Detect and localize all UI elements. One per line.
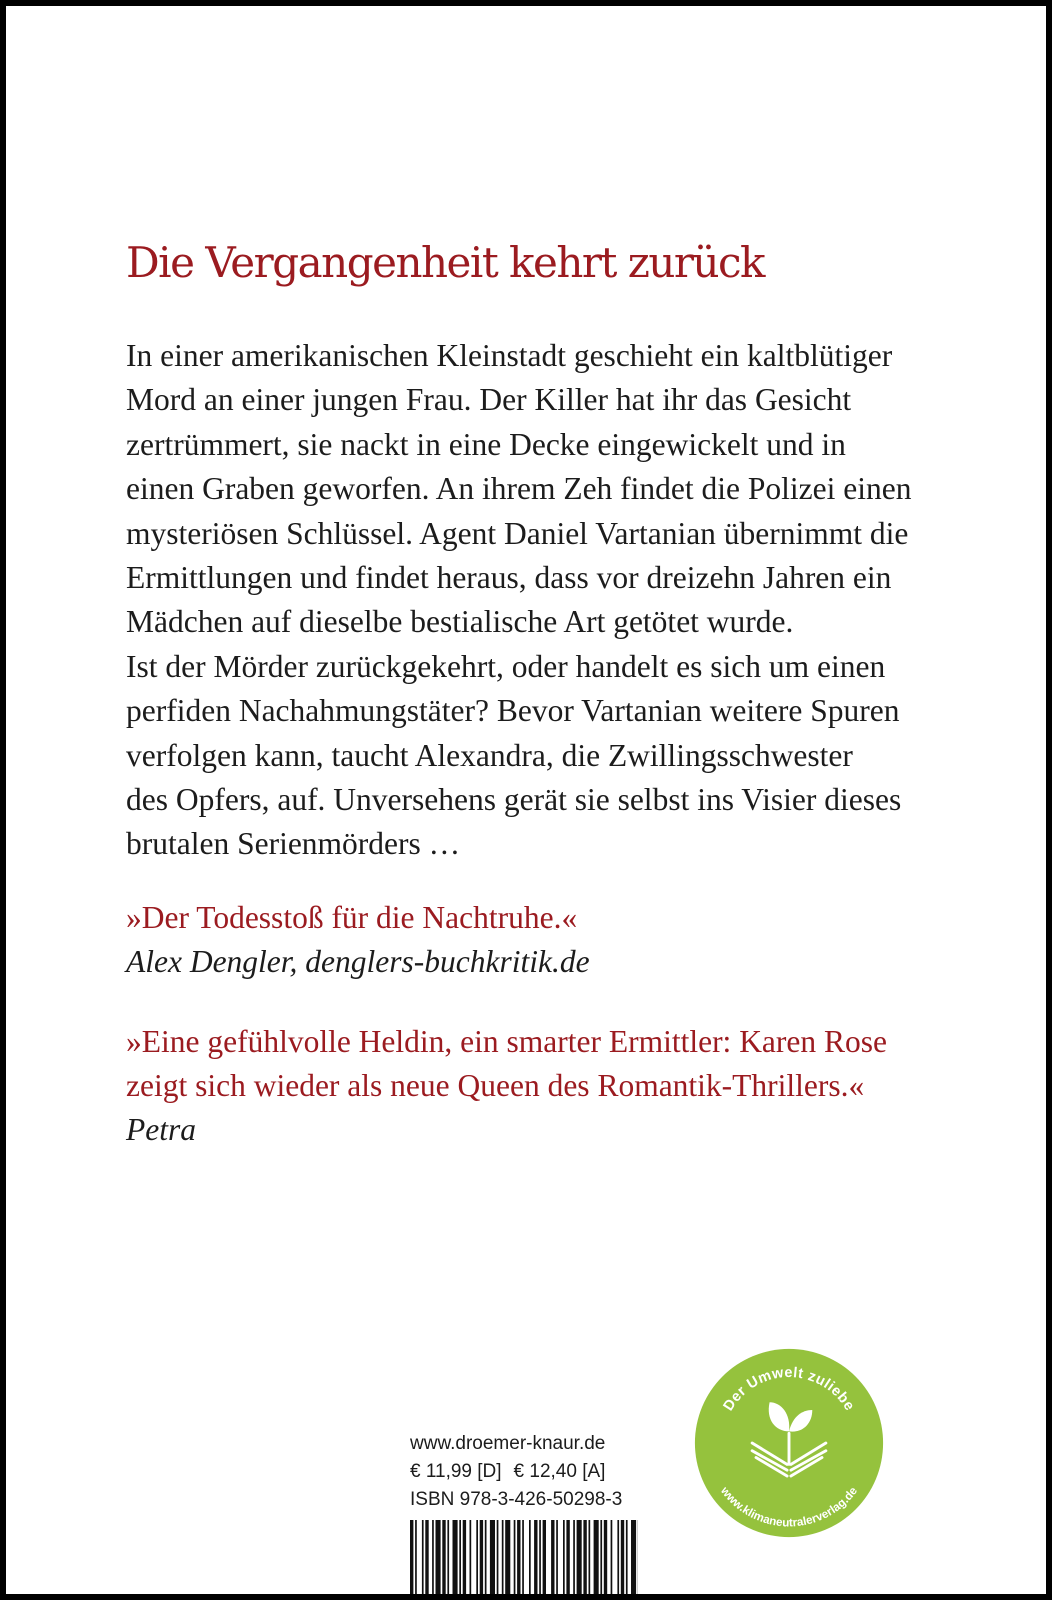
barcode-bar — [556, 1520, 558, 1600]
barcode-bar — [442, 1520, 445, 1600]
barcode-bar — [589, 1520, 591, 1600]
blurb — [126, 334, 911, 867]
barcode-bar — [566, 1520, 569, 1600]
barcode-bar — [470, 1520, 472, 1600]
barcode-bar — [497, 1520, 499, 1600]
blurb-line: Mädchen auf dieselbe bestialische Art getötet wurde. — [126, 604, 794, 640]
barcode-bar — [415, 1520, 417, 1600]
headline: Die Vergangenheit kehrt zurück — [126, 238, 764, 287]
publisher-info — [410, 1430, 640, 1514]
badge-bottom-text: www.klimaneutralerverlag.de — [717, 1484, 860, 1530]
quote-source: Alex Dengler, denglers-buchkritik.de — [126, 944, 590, 979]
badge-top-text: Der Umwelt zuliebe — [720, 1365, 858, 1414]
barcode-bar — [485, 1520, 487, 1600]
barcode-bar — [490, 1520, 495, 1600]
barcode-bar — [626, 1520, 628, 1600]
barcode-bar — [534, 1520, 537, 1600]
barcode-bar — [583, 1520, 586, 1600]
isbn: ISBN 978-3-426-50298-3 — [410, 1489, 623, 1510]
blurb-line: zertrümmert, sie nackt in eine Decke eingewickelt und in — [126, 426, 846, 462]
blurb-line: einen Graben geworfen. An ihrem Zeh findet die Polizei einen — [126, 471, 912, 507]
barcode-bar — [563, 1520, 565, 1600]
barcode-bar — [539, 1520, 541, 1600]
price-at: € 12,40 [A] — [513, 1461, 606, 1482]
barcode-bar — [410, 1520, 413, 1600]
climate-neutral-badge — [692, 1346, 886, 1540]
blurb-line: perfiden Nachahmungstäter? Bevor Vartanian weitere Spuren — [126, 693, 900, 729]
quote-source: Petra — [126, 1112, 196, 1147]
price-de: € 11,99 [D] — [410, 1461, 502, 1482]
blurb-line: Mord an einer jungen Frau. Der Killer hat ihr das Gesicht — [126, 382, 852, 418]
blurb-line: mysteriösen Schlüssel. Agent Daniel Vartanian übernimmt die — [126, 515, 909, 551]
publisher-website: www.droemer-knaur.de — [410, 1433, 606, 1454]
barcode-bar — [463, 1520, 466, 1600]
barcode-bar — [480, 1520, 483, 1600]
barcode-bar — [517, 1520, 520, 1600]
barcode-bar — [573, 1520, 575, 1600]
barcode-bar — [447, 1520, 449, 1600]
barcode-bar — [502, 1520, 504, 1600]
review-quote-2 — [126, 1020, 887, 1152]
barcode-icon — [410, 1520, 638, 1600]
blurb-line: Ermittlungen und findet heraus, dass vor dreizehn Jahren ein — [126, 559, 892, 595]
barcode-bar — [577, 1520, 582, 1600]
blurb-line: verfolgen kann, taucht Alexandra, die Zwillingsschwester — [126, 737, 853, 773]
barcode-bar — [453, 1520, 458, 1600]
barcode-bar — [459, 1520, 461, 1600]
barcode-bar — [432, 1520, 434, 1600]
barcode-bar — [604, 1520, 607, 1600]
price-row — [410, 1458, 640, 1486]
quote-text: »Eine gefühlvolle Heldin, ein smarter Ermittler: Karen Rose — [126, 1024, 888, 1059]
barcode-bar — [631, 1520, 636, 1600]
barcode-bar — [617, 1520, 619, 1600]
barcode-bar — [425, 1520, 428, 1600]
barcode-bar — [594, 1520, 599, 1600]
barcode-bar — [529, 1520, 531, 1600]
barcode-bar — [543, 1520, 546, 1600]
barcode-bar — [611, 1520, 613, 1600]
barcode-bar — [522, 1520, 524, 1600]
barcode-bar — [621, 1520, 624, 1600]
barcode-bar — [514, 1520, 516, 1600]
barcode-bar — [600, 1520, 602, 1600]
barcode-bar — [436, 1520, 441, 1600]
blurb-line: brutalen Serienmörders … — [126, 826, 461, 862]
blurb-line: des Opfers, auf. Unversehens gerät sie selbst ins Visier dieses — [126, 781, 902, 817]
blurb-line: Ist der Mörder zurückgekehrt, oder handelt es sich um einen — [126, 648, 886, 684]
barcode-bar — [476, 1520, 478, 1600]
barcode-bar — [505, 1520, 510, 1600]
review-quote-1 — [126, 896, 590, 984]
quote-text: zeigt sich wieder als neue Queen des Romantik-Thrillers.« — [126, 1068, 865, 1103]
blurb-line: In einer amerikanischen Kleinstadt geschieht ein kaltblütiger — [126, 338, 893, 373]
barcode-bar — [422, 1520, 424, 1600]
quote-text: »Der Todesstoß für die Nachtruhe.« — [126, 900, 578, 935]
barcode-bar — [551, 1520, 554, 1600]
